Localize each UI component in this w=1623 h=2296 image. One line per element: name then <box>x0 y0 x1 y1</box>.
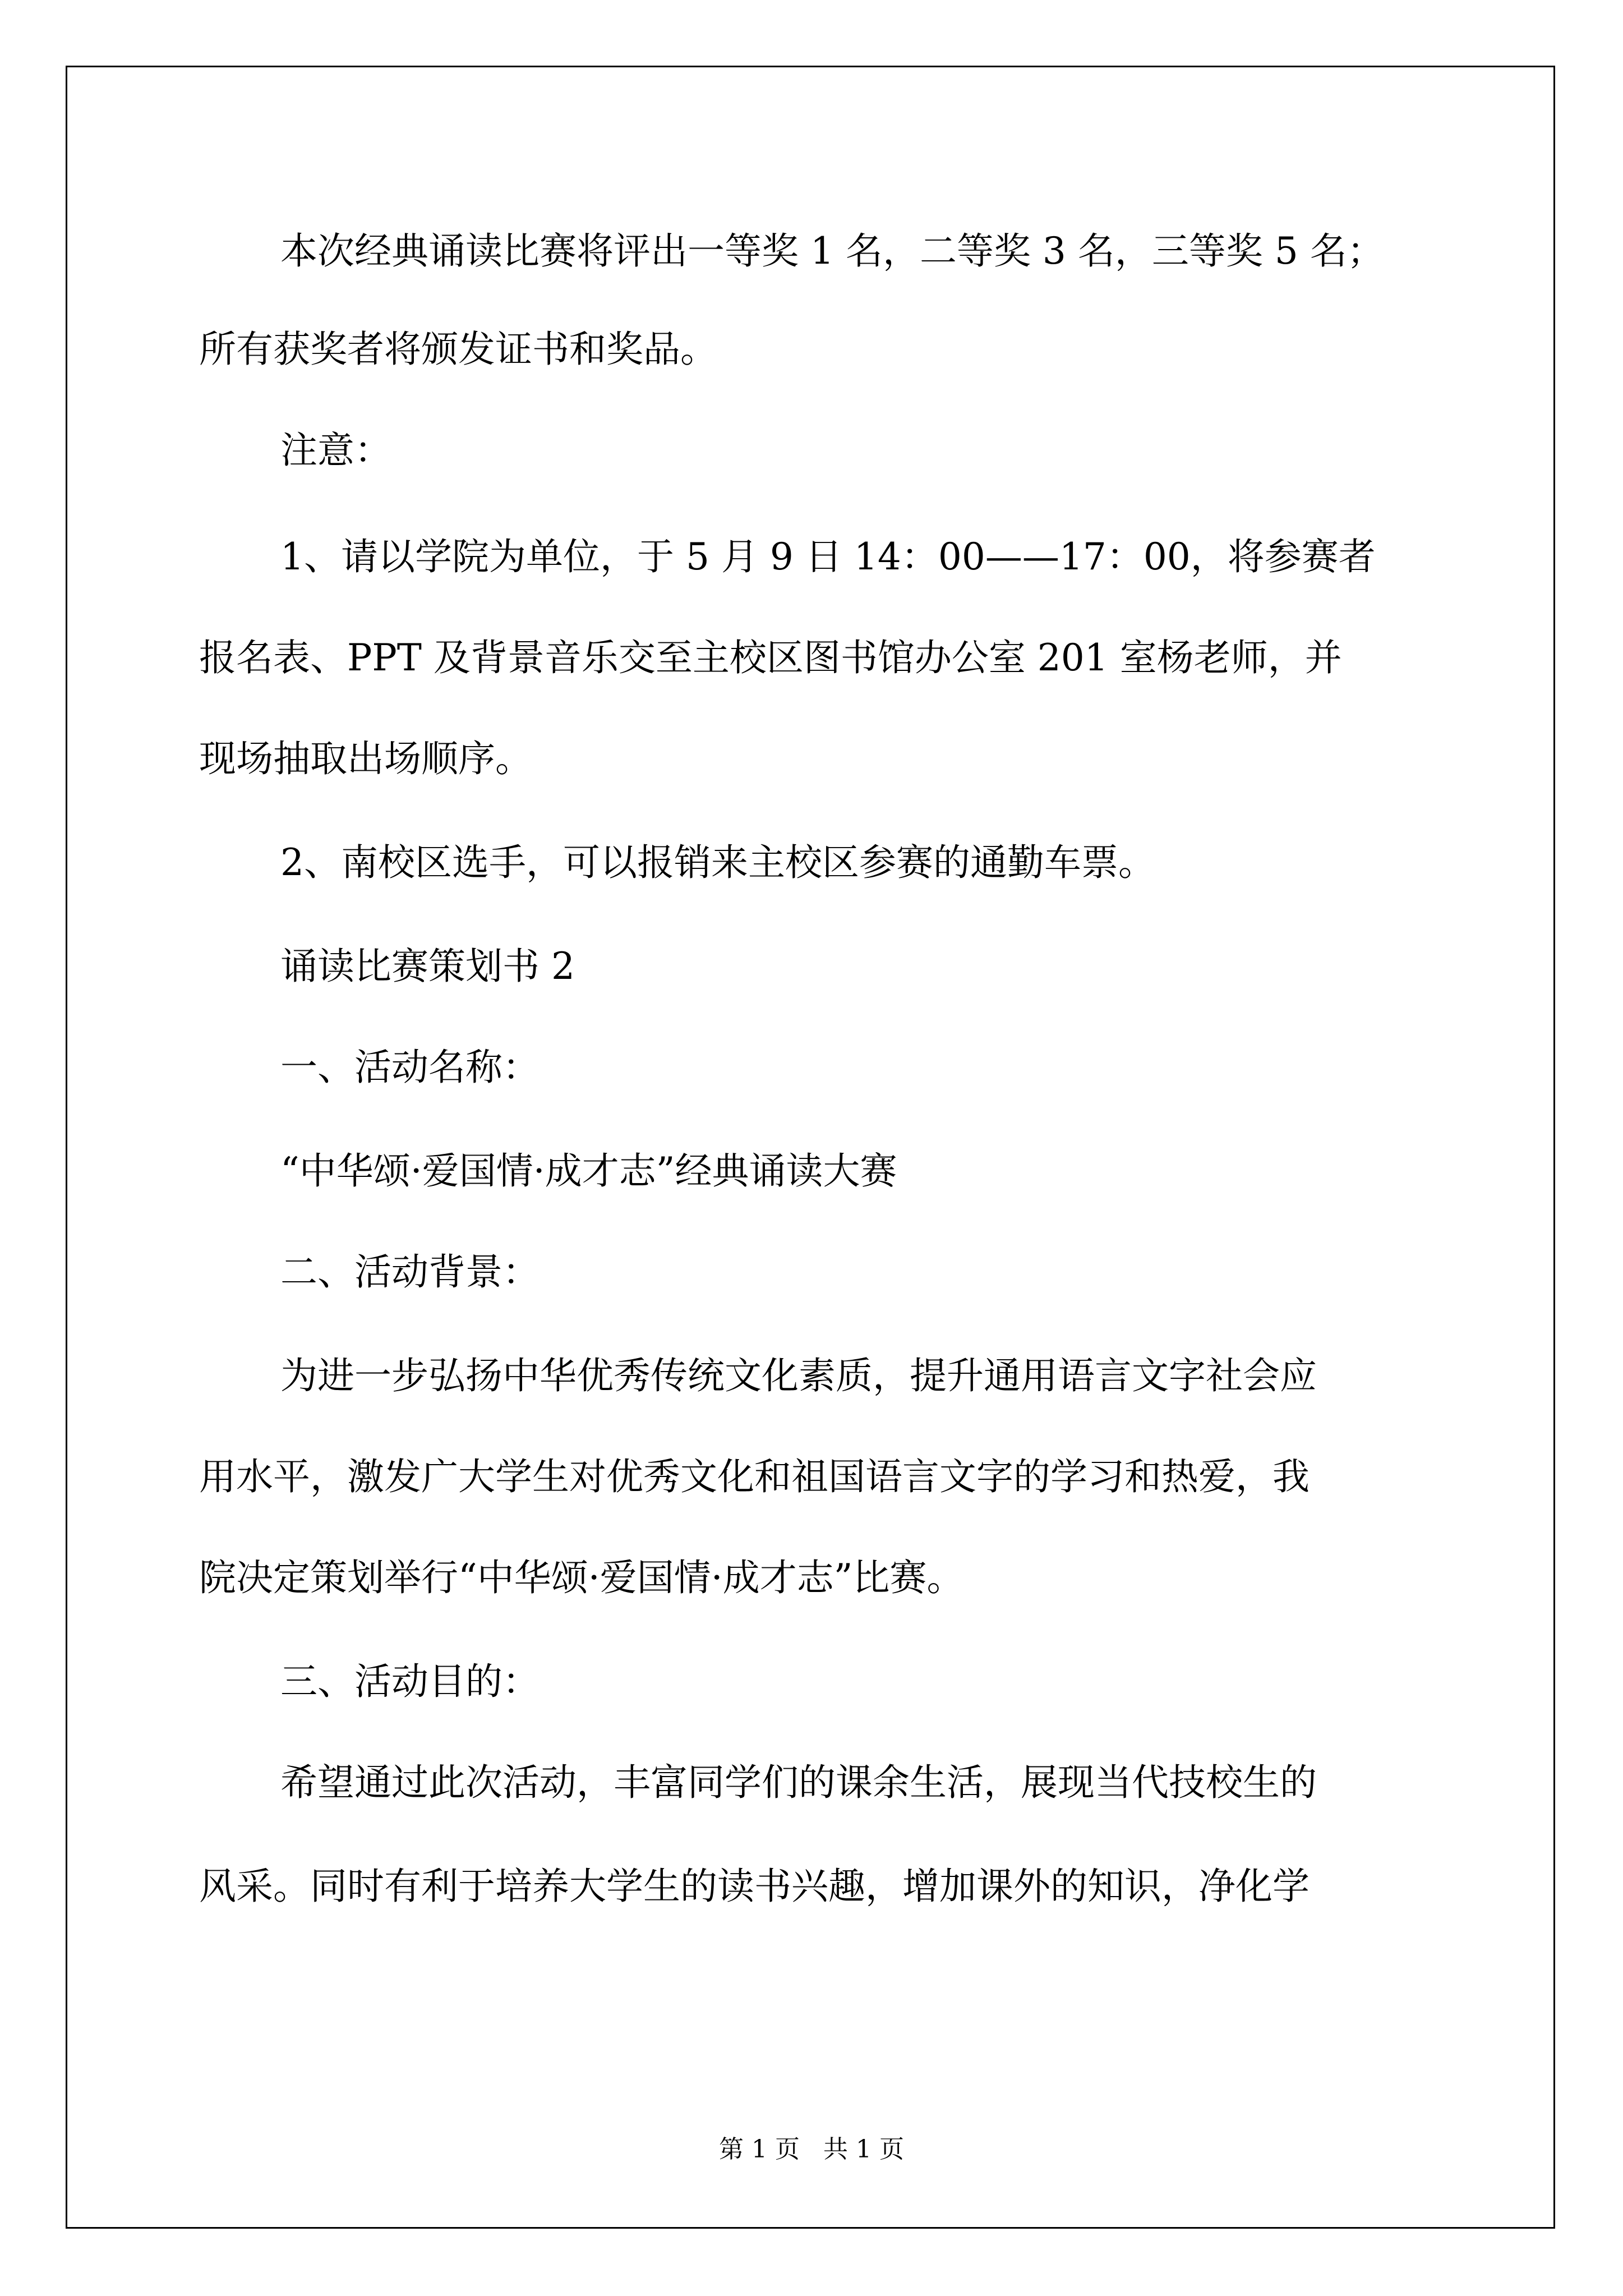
paragraph-line: 用水平，激发广大学生对优秀文化和祖国语言文字的学习和热爱，我 <box>199 1455 1310 1498</box>
paragraph-line: 报名表、PPT 及背景音乐交至主校区图书馆办公室 201 室杨老师，并 <box>199 636 1342 679</box>
paragraph-line: 为进一步弘扬中华优秀传统文化素质，提升通用语言文字社会应 <box>280 1354 1317 1397</box>
paragraph-line: 本次经典诵读比赛将评出一等奖 1 名，二等奖 3 名，三等奖 5 名； <box>280 229 1384 273</box>
paragraph-line: 现场抽取出场顺序。 <box>199 737 532 780</box>
section-title: 诵读比赛策划书 2 <box>280 945 575 988</box>
section-heading: 一、活动名称： <box>280 1046 540 1089</box>
section-heading: 二、活动背景： <box>280 1250 540 1294</box>
page-footer: 第 1 页 共 1 页 <box>719 2135 904 2164</box>
paragraph-line: 注意： <box>280 429 391 472</box>
paragraph-line: 院决定策划举行“中华颂·爱国情·成才志”比赛。 <box>199 1556 964 1599</box>
paragraph-line: 1、请以学院为单位，于 5 月 9 日 14：00——17：00，将参赛者 <box>280 535 1376 578</box>
paragraph-line: “中华颂·爱国情·成才志”经典诵读大赛 <box>280 1149 897 1193</box>
paragraph-line: 所有获奖者将颁发证书和奖品。 <box>199 328 717 371</box>
section-heading: 三、活动目的： <box>280 1660 540 1703</box>
paragraph-line: 2、南校区选手，可以报销来主校区参赛的通勤车票。 <box>280 841 1155 884</box>
paragraph-line: 风采。同时有利于培养大学生的读书兴趣，增加课外的知识，净化学 <box>199 1865 1310 1908</box>
paragraph-line: 希望通过此次活动，丰富同学们的课余生活，展现当代技校生的 <box>280 1761 1317 1804</box>
